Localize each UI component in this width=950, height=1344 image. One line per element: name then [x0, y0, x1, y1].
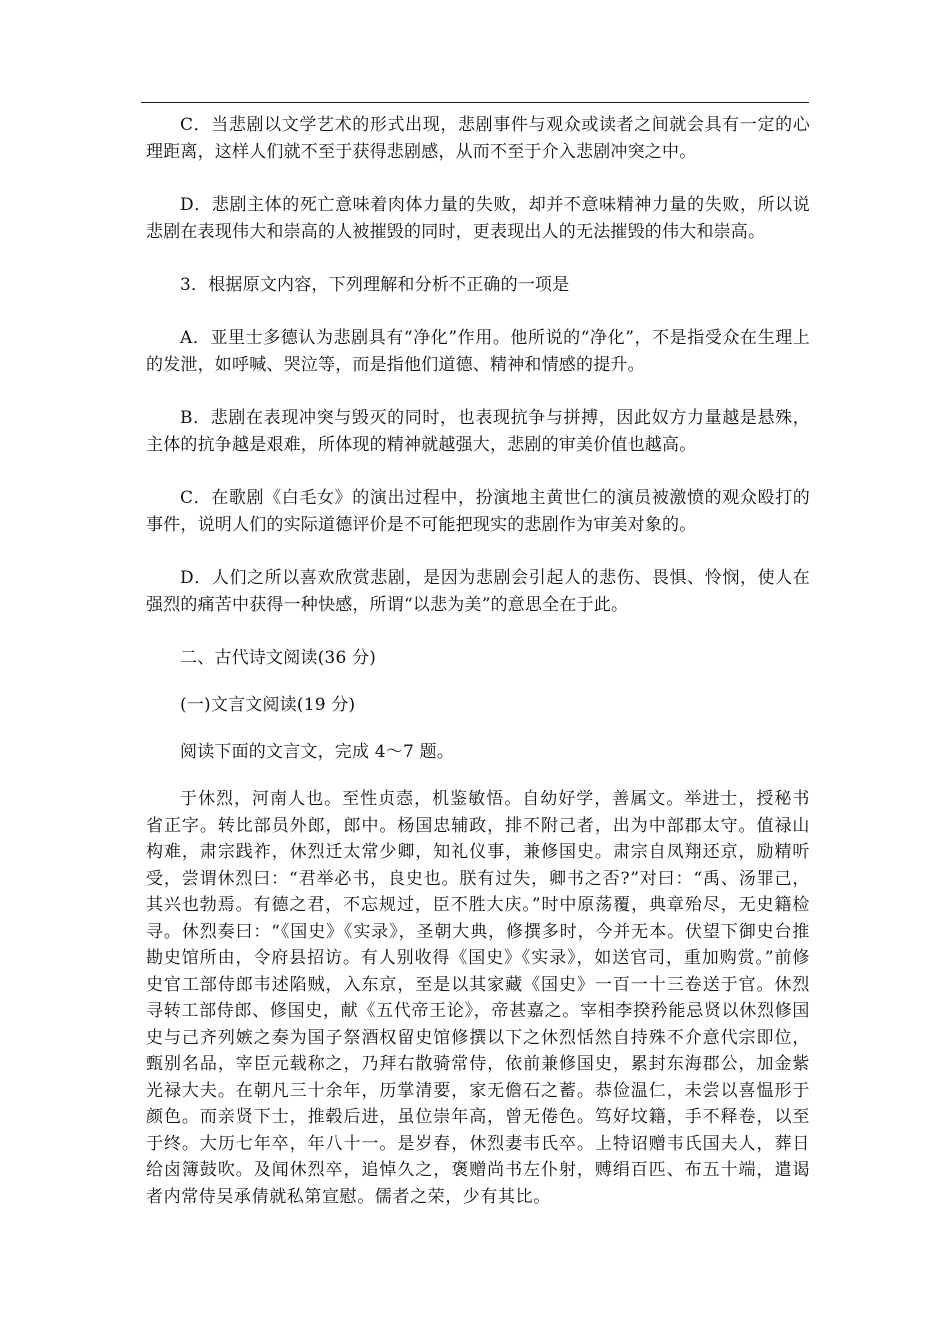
q3-option-a: A．亚里士多德认为悲剧具有“净化”作用。他所说的“净化”，不是指受众在生理上的发泄，如呼喊、哭泣等，而是指他们道德、精神和情感的提升。: [146, 328, 810, 375]
option-d-text: D．悲剧主体的死亡意味着肉体力量的失败，却并不意味精神力量的失败，所以说悲剧在表现伟大和崇高的人被摧毁的同时，更表现出人的无法摧毁的伟大和崇高。: [146, 195, 810, 242]
classical-passage: 于休烈，河南人也。至性贞悫，机鉴敏悟。自幼好学，善属文。举进士，授秘书省正字。转比部员外郎，郎中。杨国忠辅政，排不附己者，出为中部郡太守。值禄山构难，肃宗践祚，休烈迁太常少卿，知礼仪事，兼修国史。肃宗自凤翔还京，励精听受，尝谓休烈曰：“君举必书，良史也。朕有过失，卿书之否?”对曰：“禹、汤罪己，其兴也勃焉。有德之君，不忘规过，臣不胜大庆。”时中原荡覆，典章殆尽，无史籍检寻。休烈奏曰：“《国史》《实录》，圣朝大典，修撰多时，今并无本。伏望下御史台推勘史馆所由，令府县招访。有人别收得《国史》《实录》，如送官司，重加购赏。”前修史官工部侍郎韦述陷贼，入东京，至是以其家藏《国史》一百一十三卷送于官。休烈寻转工部侍郎、修国史，献《五代帝王论》，帝甚嘉之。宰相李揆矜能忌贤以休烈修国史与己齐列嫉之奏为国子祭酒权留史馆修撰以下之休烈恬然自持殊不介意代宗即位，甄别名品，宰臣元载称之，乃拜右散骑常侍，依前兼修国史，累封东海郡公，加金紫光禄大夫。在朝凡三十余年，历掌清要，家无儋石之蓄。恭俭温仁，未尝以喜愠形于颜色。而亲贤下士，推毂后进，虽位崇年高，曾无倦色。笃好坟籍，手不释卷，以至于终。大历七年卒，年八十一。是岁春，休烈妻韦氏卒。上特诏赠韦氏国夫人，葬日给卤簿鼓吹。及闻休烈卒，追悼久之，褒赠尚书左仆射，赙绢百匹、布五十端，遣谒者内常侍吴承倩就私第宣慰。儒者之荣，少有其比。: [146, 789, 810, 1207]
section-heading: 二、古代诗文阅读(36 分): [180, 648, 377, 668]
document-body: [146, 112, 810, 1236]
reading-instruction: 阅读下面的文言文，完成 4～7 题。: [180, 742, 455, 762]
question-3-stem: 3．根据原文内容，下列理解和分析不正确的一项是: [180, 275, 570, 295]
q3-option-c: C．在歌剧《白毛女》的演出过程中，扮演地主黄世仁的演员被激愤的观众殴打的事件，说明人们的实际道德评价是不可能把现实的悲剧作为审美对象的。: [146, 488, 810, 535]
q3-option-d: D．人们之所以喜欢欣赏悲剧，是因为悲剧会引起人的悲伤、畏惧、怜悯，使人在强烈的痛苦中获得一种快感，所谓“以悲为美”的意思全在于此。: [146, 568, 810, 615]
subsection-heading: (一)文言文阅读(19 分): [180, 695, 356, 715]
q3-option-b: B．悲剧在表现冲突与毁灭的同时，也表现抗争与拼搏，因此奴方力量越是悬殊，主体的抗争越是艰难，所体现的精神就越强大，悲剧的审美价值也越高。: [146, 408, 810, 455]
top-divider: [141, 102, 809, 103]
option-c-text: C．当悲剧以文学艺术的形式出现，悲剧事件与观众或读者之间就会具有一定的心理距离，这样人们就不至于获得悲剧感，从而不至于介入悲剧冲突之中。: [146, 115, 810, 162]
